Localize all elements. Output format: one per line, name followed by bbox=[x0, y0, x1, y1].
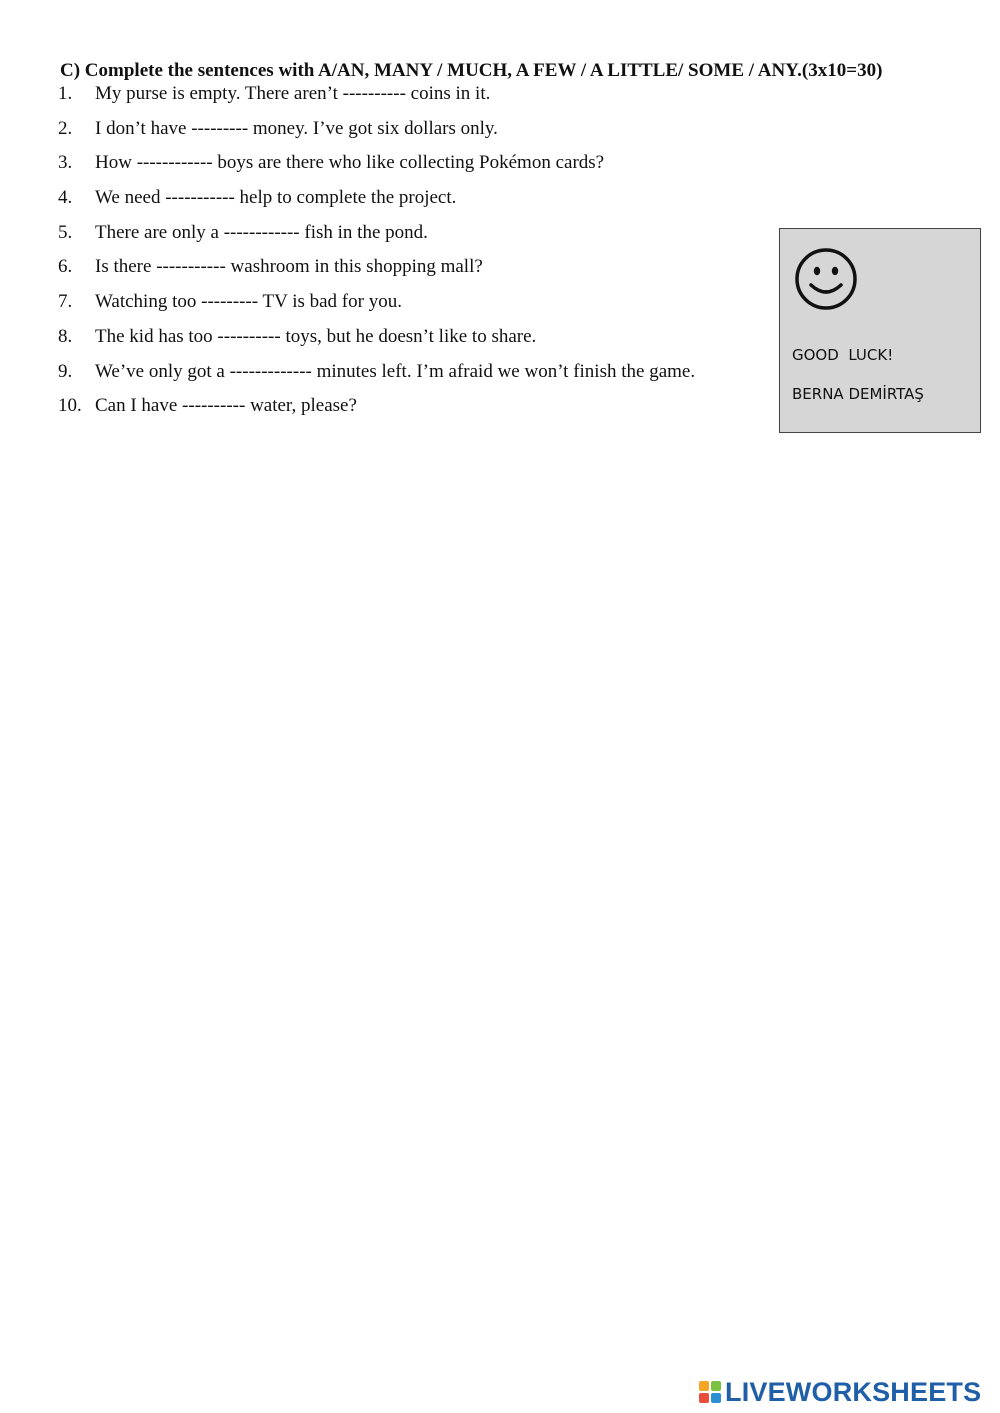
question-number: 7. bbox=[58, 291, 73, 313]
worksheet-title: C) Complete the sentences with A/AN, MANY / MUCH, A FEW / A LITTLE/ SOME / ANY.(3x10=30) bbox=[60, 60, 883, 81]
question-item bbox=[58, 394, 695, 429]
question-text: How ------------ boys are there who like collecting Pokémon cards? bbox=[95, 152, 605, 174]
question-text: The kid has too ---------- toys, but he doesn’t like to share. bbox=[95, 325, 537, 347]
question-item bbox=[58, 325, 695, 360]
smiley-face-icon bbox=[794, 247, 858, 311]
question-number: 6. bbox=[58, 256, 73, 278]
question-text: Watching too --------- TV is bad for you. bbox=[95, 291, 402, 313]
question-text: There are only a ------------ fish in the pond. bbox=[95, 221, 428, 243]
author-name: BERNA DEMİRTAŞ bbox=[792, 385, 924, 403]
question-text: Can I have ---------- water, please? bbox=[95, 395, 357, 417]
question-item bbox=[58, 117, 695, 152]
question-item bbox=[58, 360, 695, 395]
question-number: 3. bbox=[58, 152, 73, 174]
question-item bbox=[58, 221, 695, 256]
brand-grid-icon bbox=[698, 1380, 722, 1404]
good-luck-text: GOOD LUCK! bbox=[792, 346, 894, 364]
brand-text: LIVEWORKSHEETS bbox=[725, 1376, 982, 1407]
question-item bbox=[58, 82, 695, 117]
question-number: 2. bbox=[58, 117, 73, 139]
question-number: 4. bbox=[58, 187, 73, 209]
question-item bbox=[58, 151, 695, 186]
question-text: We need ----------- help to complete the project. bbox=[95, 187, 457, 209]
question-text: Is there ----------- washroom in this shopping mall? bbox=[95, 256, 483, 278]
question-item bbox=[58, 255, 695, 290]
question-text: I don’t have --------- money. I’ve got six dollars only. bbox=[95, 117, 498, 139]
question-number: 1. bbox=[58, 83, 73, 104]
question-text: We’ve only got a ------------- minutes left. I’m afraid we won’t finish the game. bbox=[95, 360, 696, 382]
good-luck-note bbox=[779, 228, 981, 433]
question-number: 8. bbox=[58, 325, 73, 347]
question-text: My purse is empty. There aren’t ---------- coins in it. bbox=[95, 83, 491, 104]
question-number: 9. bbox=[58, 360, 73, 382]
question-list bbox=[58, 82, 695, 429]
liveworksheets-logo bbox=[698, 1377, 981, 1407]
question-number: 10. bbox=[58, 395, 82, 417]
question-item bbox=[58, 186, 695, 221]
question-item bbox=[58, 290, 695, 325]
question-number: 5. bbox=[58, 221, 73, 243]
